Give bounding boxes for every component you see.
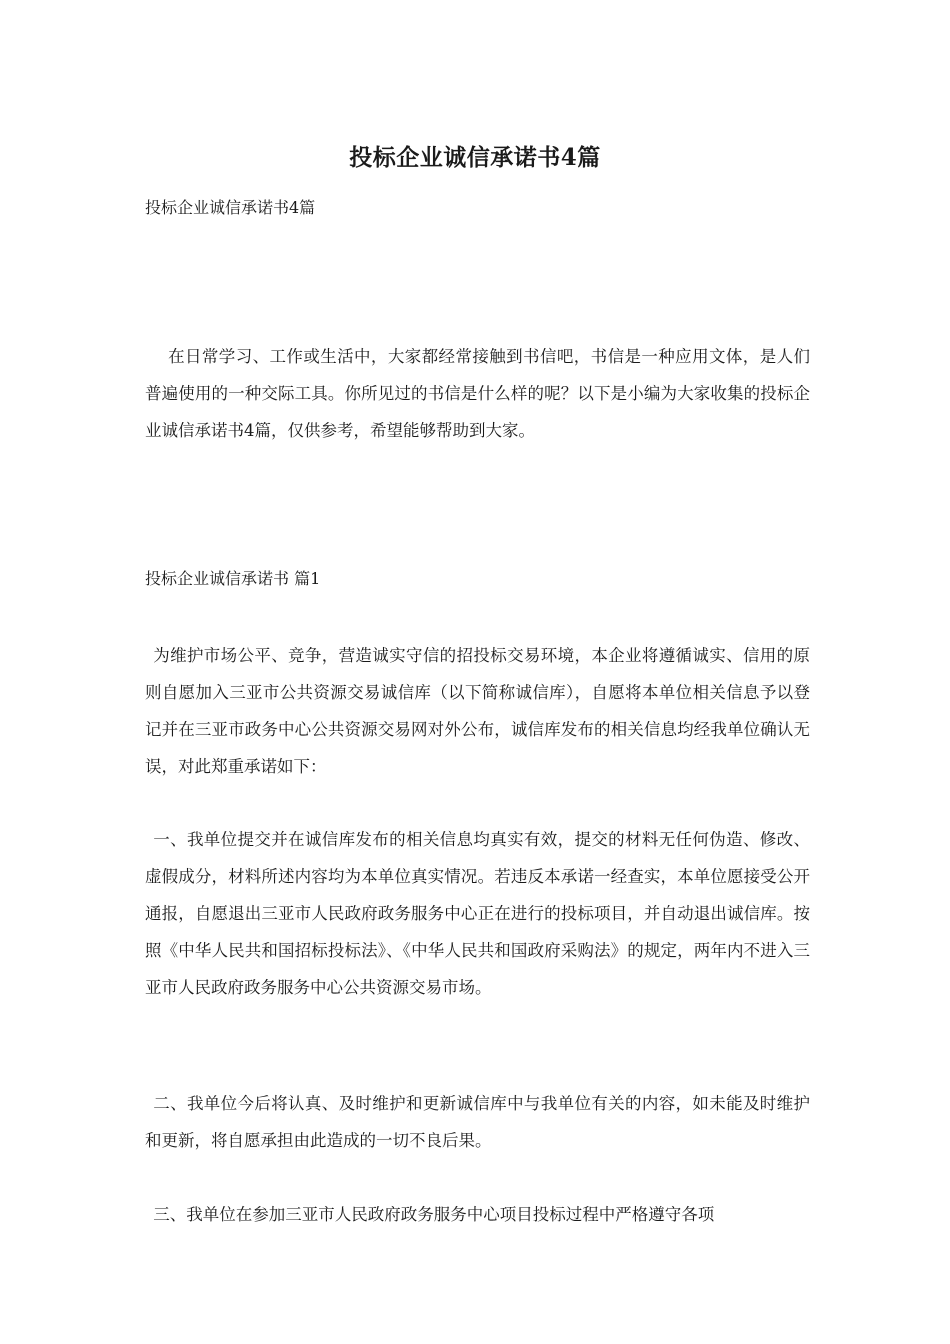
body-paragraph-3: 二、我单位今后将认真、及时维护和更新诚信库中与我单位有关的内容，如未能及时维护和更新，将自愿承担由此造成的一切不良后果。 [145, 1094, 810, 1150]
document-subtitle: 投标企业诚信承诺书4篇 [145, 198, 316, 217]
section-heading: 投标企业诚信承诺书 篇1 [145, 569, 321, 588]
document-title: 投标企业诚信承诺书4篇 [349, 144, 601, 171]
body-paragraph-4: 三、我单位在参加三亚市人民政府政务服务中心项目投标过程中严格遵守各项 [153, 1205, 715, 1224]
intro-paragraph: 在日常学习、工作或生活中，大家都经常接触到书信吧，书信是一种应用文体，是人们普遍使用的一种交际工具。你所见过的书信是什么样的呢？以下是小编为大家收集的投标企业诚信承诺书4篇，仅供参考，希望能够帮助到大家。 [145, 347, 810, 440]
body-paragraph-1: 为维护市场公平、竞争，营造诚实守信的招投标交易环境，本企业将遵循诚实、信用的原则自愿加入三亚市公共资源交易诚信库（以下简称诚信库），自愿将本单位相关信息予以登记并在三亚市政务中心公共资源交易网对外公布，诚信库发布的相关信息均经我单位确认无误，对此郑重承诺如下： [145, 646, 810, 776]
body-paragraph-2: 一、我单位提交并在诚信库发布的相关信息均真实有效，提交的材料无任何伪造、修改、虚假成分，材料所述内容均为本单位真实情况。若违反本承诺一经查实，本单位愿接受公开通报，自愿退出三亚市人民政府政务服务中心正在进行的投标项目，并自动退出诚信库。按照《中华人民共和国招标投标法》、《中华人民共和国政府采购法》的规定，两年内不进入三亚市人民政府政务服务中心公共资源交易市场。 [145, 830, 810, 997]
